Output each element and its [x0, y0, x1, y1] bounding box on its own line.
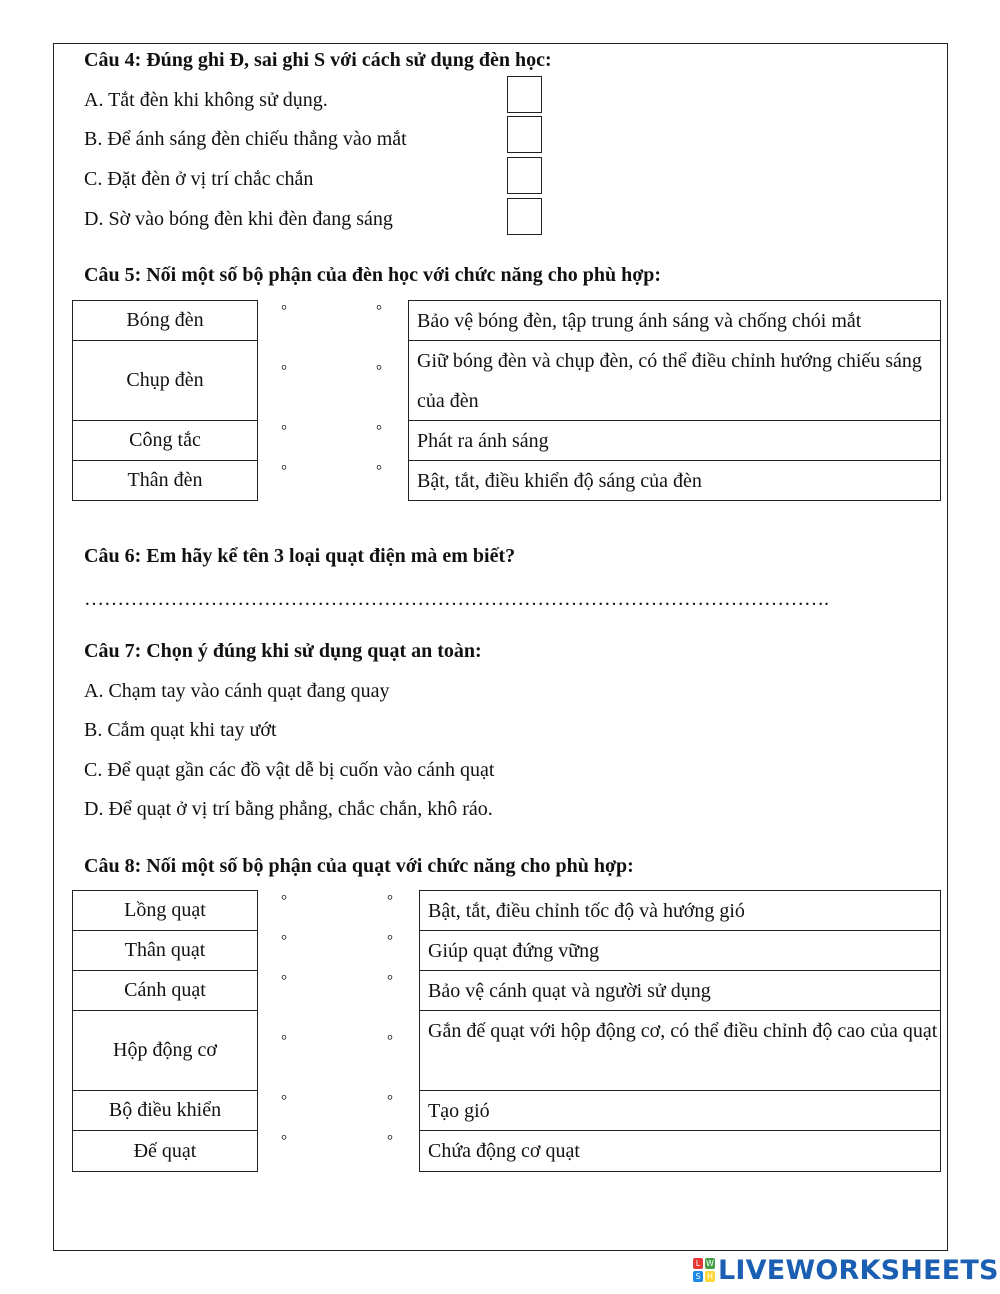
liveworksheets-logo-text: LIVEWORKSHEETS: [718, 1254, 999, 1286]
q5-right-dot-2[interactable]: °: [376, 363, 382, 379]
q5-part-cell: [72, 460, 258, 501]
q5-function-cell: [408, 420, 941, 461]
q8-left-dot-5[interactable]: °: [281, 1093, 287, 1109]
q8-function-5: Tạo gió: [428, 1100, 490, 1122]
q5-left-dot-3[interactable]: °: [281, 423, 287, 439]
q7-option-b[interactable]: B. Cắm quạt khi tay ướt: [84, 719, 277, 741]
q8-right-dot-3[interactable]: °: [387, 973, 393, 989]
q8-part-cell: [72, 1010, 258, 1091]
q8-part-4: Hộp động cơ: [113, 1039, 217, 1061]
q8-function-1: Bật, tắt, điều chỉnh tốc độ và hướng gió: [428, 900, 745, 922]
q5-part-cell: [72, 300, 258, 341]
q8-left-dot-6[interactable]: °: [281, 1133, 287, 1149]
q5-part-3: Công tắc: [129, 429, 201, 451]
q5-title: Câu 5: Nối một số bộ phận của đèn học với chức năng cho phù hợp:: [84, 264, 662, 286]
q8-function-cell: [419, 1010, 941, 1091]
q7-option-c[interactable]: C. Để quạt gần các đồ vật dễ bị cuốn vào cánh quạt: [84, 759, 495, 781]
q8-right-dot-1[interactable]: °: [387, 893, 393, 909]
q5-part-2: Chụp đèn: [126, 369, 204, 391]
q8-part-2: Thân quạt: [124, 939, 206, 961]
q7-option-d[interactable]: D. Để quạt ở vị trí bằng phẳng, chắc chắn, khô ráo.: [84, 798, 493, 820]
q5-right-dot-3[interactable]: °: [376, 423, 382, 439]
q8-part-5: Bộ điều khiển: [108, 1099, 222, 1121]
q8-part-3: Cánh quạt: [124, 979, 206, 1001]
q5-function-3: Phát ra ánh sáng: [417, 430, 549, 452]
q8-right-dot-6[interactable]: °: [387, 1133, 393, 1149]
q8-function-4: Gắn đế quạt với hộp động cơ, có thể điều chỉnh độ cao của quạt: [428, 1020, 938, 1042]
q8-function-2: Giúp quạt đứng vững: [428, 940, 600, 962]
q8-left-dot-4[interactable]: °: [281, 1033, 287, 1049]
q8-part-cell: [72, 930, 258, 971]
q4-title: Câu 4: Đúng ghi Đ, sai ghi S với cách sử dụng đèn học:: [84, 49, 552, 71]
q5-function-4: Bật, tắt, điều khiển độ sáng của đèn: [417, 470, 702, 492]
q8-function-cell: [419, 930, 941, 971]
q7-option-a[interactable]: A. Chạm tay vào cánh quạt đang quay: [84, 680, 390, 702]
q5-function-2: Giữ bóng đèn và chụp đèn, có thể điều chỉnh hướng chiếu sáng của đèn: [417, 350, 922, 412]
q5-right-dot-4[interactable]: °: [376, 463, 382, 479]
q4-answer-box-b[interactable]: [507, 116, 542, 153]
q5-function-1: Bảo vệ bóng đèn, tập trung ánh sáng và chống chói mắt: [417, 310, 862, 332]
q6-title: Câu 6: Em hãy kể tên 3 loại quạt điện mà em biết?: [84, 545, 516, 567]
q8-left-dot-3[interactable]: °: [281, 973, 287, 989]
q8-part-cell: [72, 890, 258, 931]
q5-part-4: Thân đèn: [127, 469, 203, 491]
q5-part-1: Bóng đèn: [126, 309, 204, 331]
logo-tile-w: W: [706, 1259, 714, 1268]
q5-part-cell: [72, 420, 258, 461]
q5-function-cell: [408, 340, 941, 421]
q8-title: Câu 8: Nối một số bộ phận của quạt với chức năng cho phù hợp:: [84, 855, 634, 877]
q5-left-dot-4[interactable]: °: [281, 463, 287, 479]
q5-function-cell: [408, 300, 941, 341]
q8-right-dot-2[interactable]: °: [387, 933, 393, 949]
q5-left-dot-1[interactable]: °: [281, 303, 287, 319]
q8-right-dot-4[interactable]: °: [387, 1033, 393, 1049]
q4-answer-box-d[interactable]: [507, 198, 542, 235]
logo-tile-h: H: [706, 1272, 713, 1281]
q8-function-6: Chứa động cơ quạt: [428, 1140, 580, 1162]
q8-left-dot-1[interactable]: °: [281, 893, 287, 909]
q8-function-3: Bảo vệ cánh quạt và người sử dụng: [428, 980, 711, 1002]
q5-part-cell: [72, 340, 258, 421]
q8-function-cell: [419, 890, 941, 931]
q5-left-dot-2[interactable]: °: [281, 363, 287, 379]
q8-function-cell: [419, 1090, 941, 1131]
q8-part-cell: [72, 970, 258, 1011]
q8-left-dot-2[interactable]: °: [281, 933, 287, 949]
q5-function-cell: [408, 460, 941, 501]
liveworksheets-logo-icon: [693, 1258, 715, 1282]
q8-function-cell: [419, 1130, 941, 1172]
q7-title: Câu 7: Chọn ý đúng khi sử dụng quạt an toàn:: [84, 640, 482, 662]
q8-part-6: Đế quạt: [133, 1139, 197, 1162]
q4-answer-box-c[interactable]: [507, 157, 542, 194]
q4-option-b: B. Để ánh sáng đèn chiếu thẳng vào mắt: [84, 128, 407, 150]
q4-option-d: D. Sờ vào bóng đèn khi đèn đang sáng: [84, 208, 393, 230]
logo-tile-s: S: [693, 1271, 703, 1282]
q4-option-a: A. Tắt đèn khi không sử dụng.: [84, 89, 328, 111]
q8-part-1: Lồng quạt: [124, 899, 206, 921]
q8-right-dot-5[interactable]: °: [387, 1093, 393, 1109]
q4-answer-box-a[interactable]: [507, 76, 542, 113]
q8-function-cell: [419, 970, 941, 1011]
logo-tile-l: L: [693, 1258, 703, 1269]
liveworksheets-logo[interactable]: [693, 1256, 999, 1284]
q5-right-dot-1[interactable]: °: [376, 303, 382, 319]
q8-part-cell: [72, 1130, 258, 1172]
q8-part-cell: [72, 1090, 258, 1131]
q4-option-c: C. Đặt đèn ở vị trí chắc chắn: [84, 168, 314, 190]
q6-answer-line[interactable]: ………………………………………………………………………………………………….: [84, 588, 829, 610]
